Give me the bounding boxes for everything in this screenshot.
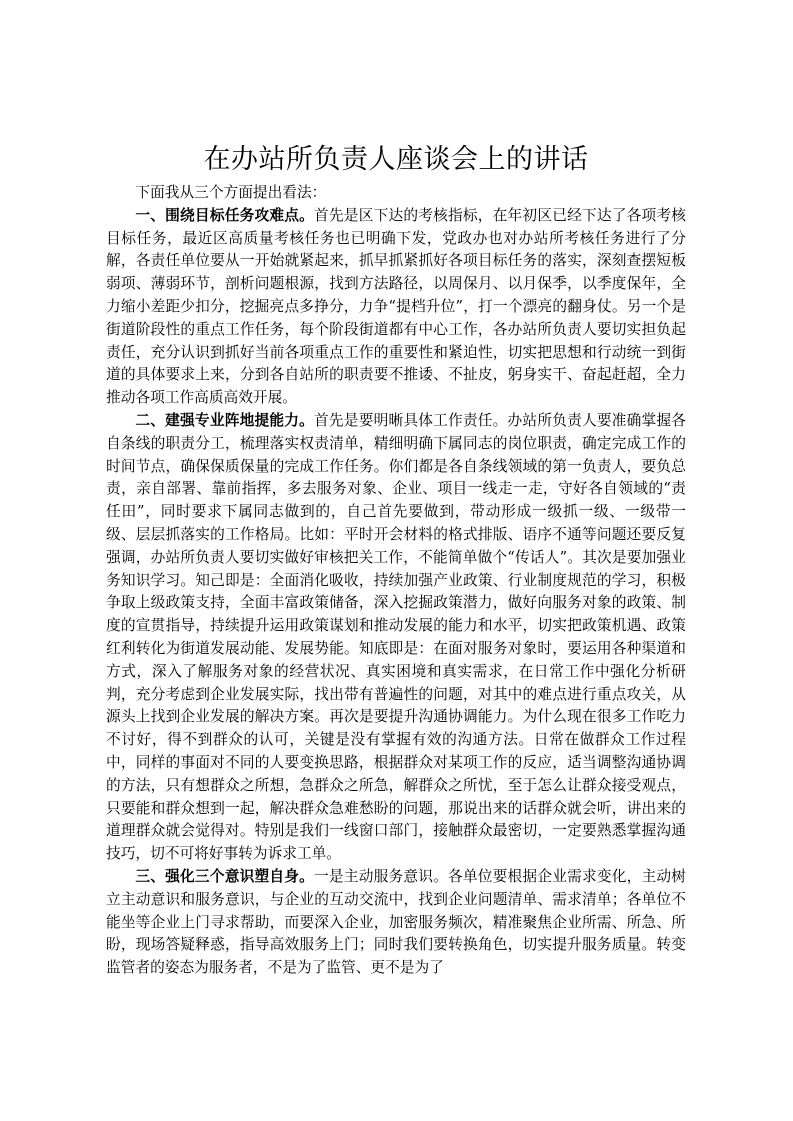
document-page — [106, 138, 686, 980]
section-two-heading: 二、建强专业阵地提能力。 — [135, 411, 315, 429]
intro-text: 下面我从三个方面提出看法： — [135, 184, 327, 201]
section-one-text: 首先是区下达的考核指标，在年初区已经下达了各项考核目标任务，最近区高质量考核任务也已明确下发，党政办也对办站所考核任务进行了分解，各责任单位要从一开始就紧起来，抓早抓紧抓好各项目标任务的落实，深刻查摆短板弱项、薄弱环节，剖析问题根源，找到方法路径，以周保月、以月保季，以季度保年，全力缩小差距少扣分，挖掘亮点多挣分，力争“提档升位”，打一个漂亮的翻身仗。另一个是街道阶段性的重点工作任务，每个阶段街道都有中心工作，各办站所负责人要切实担负起责任，充分认识到抓好当前各项重点工作的重要性和紧迫性，切实把思想和行动统一到街道的具体要求上来，分到各自站所的职责要不推诿、不扯皮，躬身实干、奋起赶超，全力推动各项工作高质高效开展。 — [106, 206, 686, 407]
intro-paragraph — [106, 182, 686, 205]
document-title: 在办站所负责人座谈会上的讲话 — [203, 144, 589, 175]
section-one-heading: 一、围绕目标任务攻难点。 — [135, 206, 315, 224]
section-two-text: 首先是要明晰具体工作责任。办站所负责人要准确掌握各自条线的职责分工，梳理落实权责清单，精细明确下属同志的岗位职责，确定完成工作的时间节点，确保保质保量的完成工作任务。你们都是各自条线领域的第一负责人，要负总责，亲自部署、靠前指挥，多去服务对象、企业、项目一线走一走，守好各自领域的“责任田”，同时要求下属同志做到的，自己首先要做到，带动形成一级抓一级、一级带一级、层层抓落实的工作格局。比如：平时开会材料的格式排版、语序不通等问题还要反复强调，办站所负责人要切实做好审核把关工作，不能简单做个“传话人”。其次是要加强业务知识学习。知己即是：全面消化吸收，持续加强产业政策、行业制度规范的学习，积极争取上级政策支持，全面丰富政策储备，深入挖掘政策潜力，做好向服务对象的政策、制度的宣贯指导，持续提升运用政策谋划和推动发展的能力和水平，切实把政策机遇、政策红利转化为街道发展动能、发展势能。知底即是：在面对服务对象时，要运用各种渠道和方式，深入了解服务对象的经营状况、真实困境和真实需求，在日常工作中强化分析研判，充分考虑到企业发展实际，找出带有普遍性的问题，对其中的难点进行重点攻关，从源头上找到企业发展的解决方案。再次是要提升沟通协调能力。为什么现在很多工作吃力不讨好，得不到群众的认可，关键是没有掌握有效的沟通方法。日常在做群众工作过程中，同样的事面对不同的人要变换思路，根据群众对某项工作的反应，适当调整沟通协调的方法，只有想群众之所想，急群众之所急，解群众之所忧，至于怎么让群众接受观点，只要能和群众想到一起，解决群众急难愁盼的问题，那说出来的话群众就会听，讲出来的道理群众就会觉得对。特别是我们一线窗口部门，接触群众最密切，一定要熟悉掌握沟通技巧，切不可将好事转为诉求工单。 — [106, 411, 686, 863]
section-one-paragraph — [106, 205, 686, 410]
section-two-paragraph — [106, 410, 686, 866]
section-three-text: 一是主动服务意识。各单位要根据企业需求变化，主动树立主动意识和服务意识，与企业的互动交流中，找到企业问题清单、需求清单；各单位不能坐等企业上门寻求帮助，而要深入企业，加密服务频次，精准聚焦企业所需、所急、所盼，现场答疑释惑，指导高效服务上门；同时我们要转换角色，切实提升服务质量。转变监管者的姿态为服务者，不是为了监管、更不是为了 — [106, 867, 686, 977]
section-three-heading: 三、强化三个意识塑自身。 — [135, 867, 315, 885]
section-three-paragraph — [106, 866, 686, 980]
